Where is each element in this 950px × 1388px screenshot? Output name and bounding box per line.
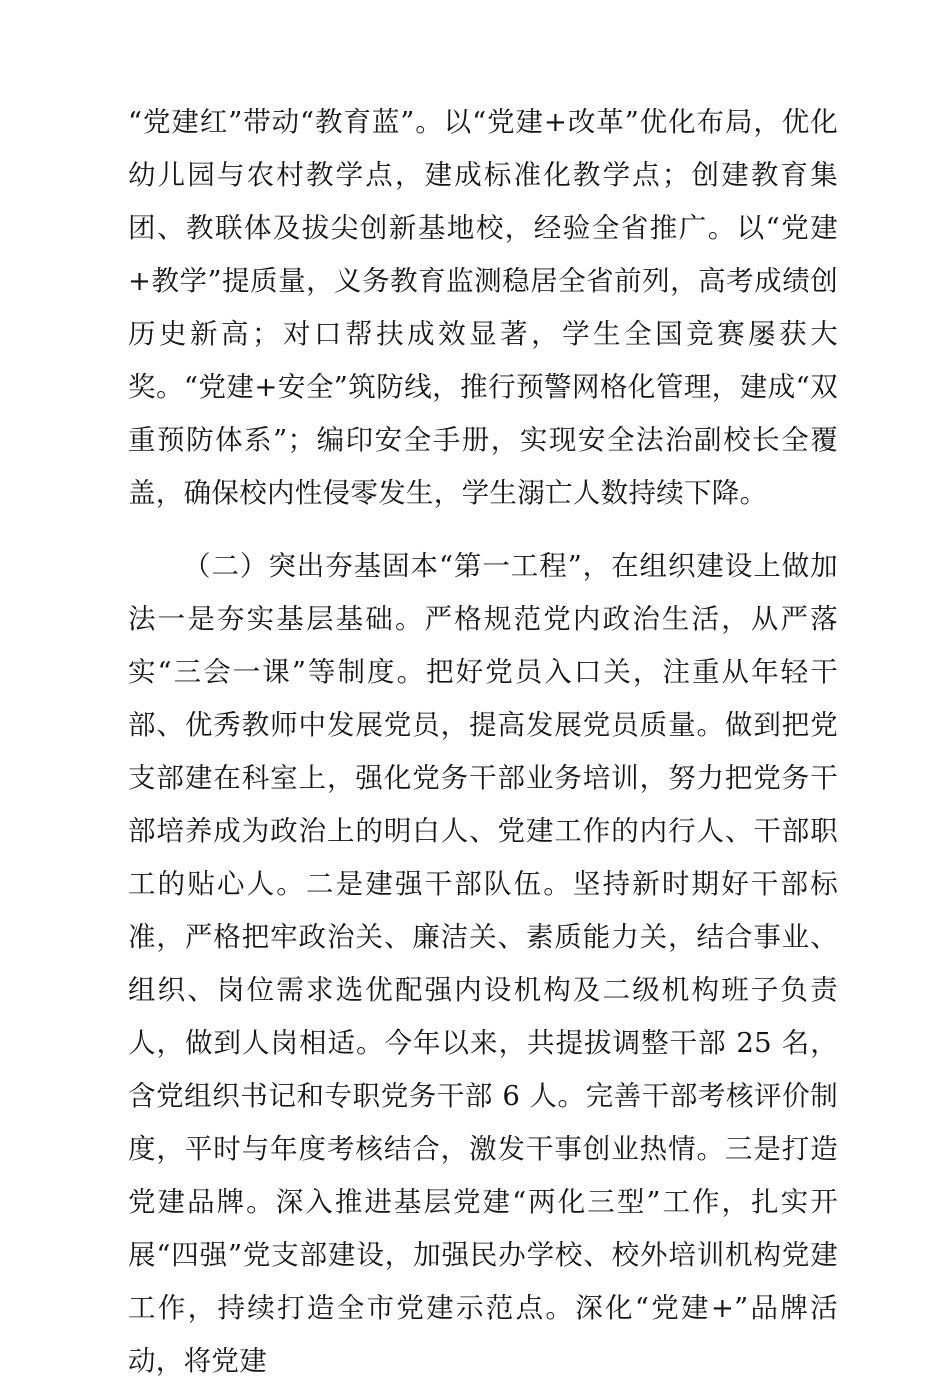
document-body <box>128 96 838 1388</box>
body-paragraph: “党建红”带动“教育蓝”。以“党建+改革”优化布局，优化幼儿园与农村教学点，建成标准化教学点；创建教育集团、教联体及拔尖创新基地校，经验全省推广。以“党建+教学”提质量，义务教育监测稳居全省前列，高考成绩创历史新高；对口帮扶成效显著，学生全国竞赛屡获大奖。“党建+安全”筑防线，推行预警网格化管理，建成“双重预防体系”；编印安全手册，实现安全法治副校长全覆盖，确保校内性侵零发生，学生溺亡人数持续下降。 <box>128 106 838 509</box>
body-paragraph: （二）突出夯基固本“第一工程”，在组织建设上做加法一是夯实基层基础。严格规范党内政治生活，从严落实“三会一课”等制度。把好党员入口关，注重从年轻干部、优秀教师中发展党员，提高发展党员质量。做到把党支部建在科室上，强化党务干部业务培训，努力把党务干部培养成为政治上的明白人、党建工作的内行人、干部职工的贴心人。二是建强干部队伍。坚持新时期好干部标准，严格把牢政治关、廉洁关、素质能力关，结合事业、组织、岗位需求选优配强内设机构及二级机构班子负责人，做到人岗相适。今年以来，共提拔调整干部 25 名，含党组织书记和专职党务干部 6 人。完善干部考核评价制度，平时与年度考核结合，激发干事创业热情。三是打造党建品牌。深入推进基层党建“两化三型”工作，扎实开展“四强”党支部建设，加强民办学校、校外培训机构党建工作，持续打造全市党建示范点。深化“党建+”品牌活动，将党建 <box>128 550 838 1377</box>
